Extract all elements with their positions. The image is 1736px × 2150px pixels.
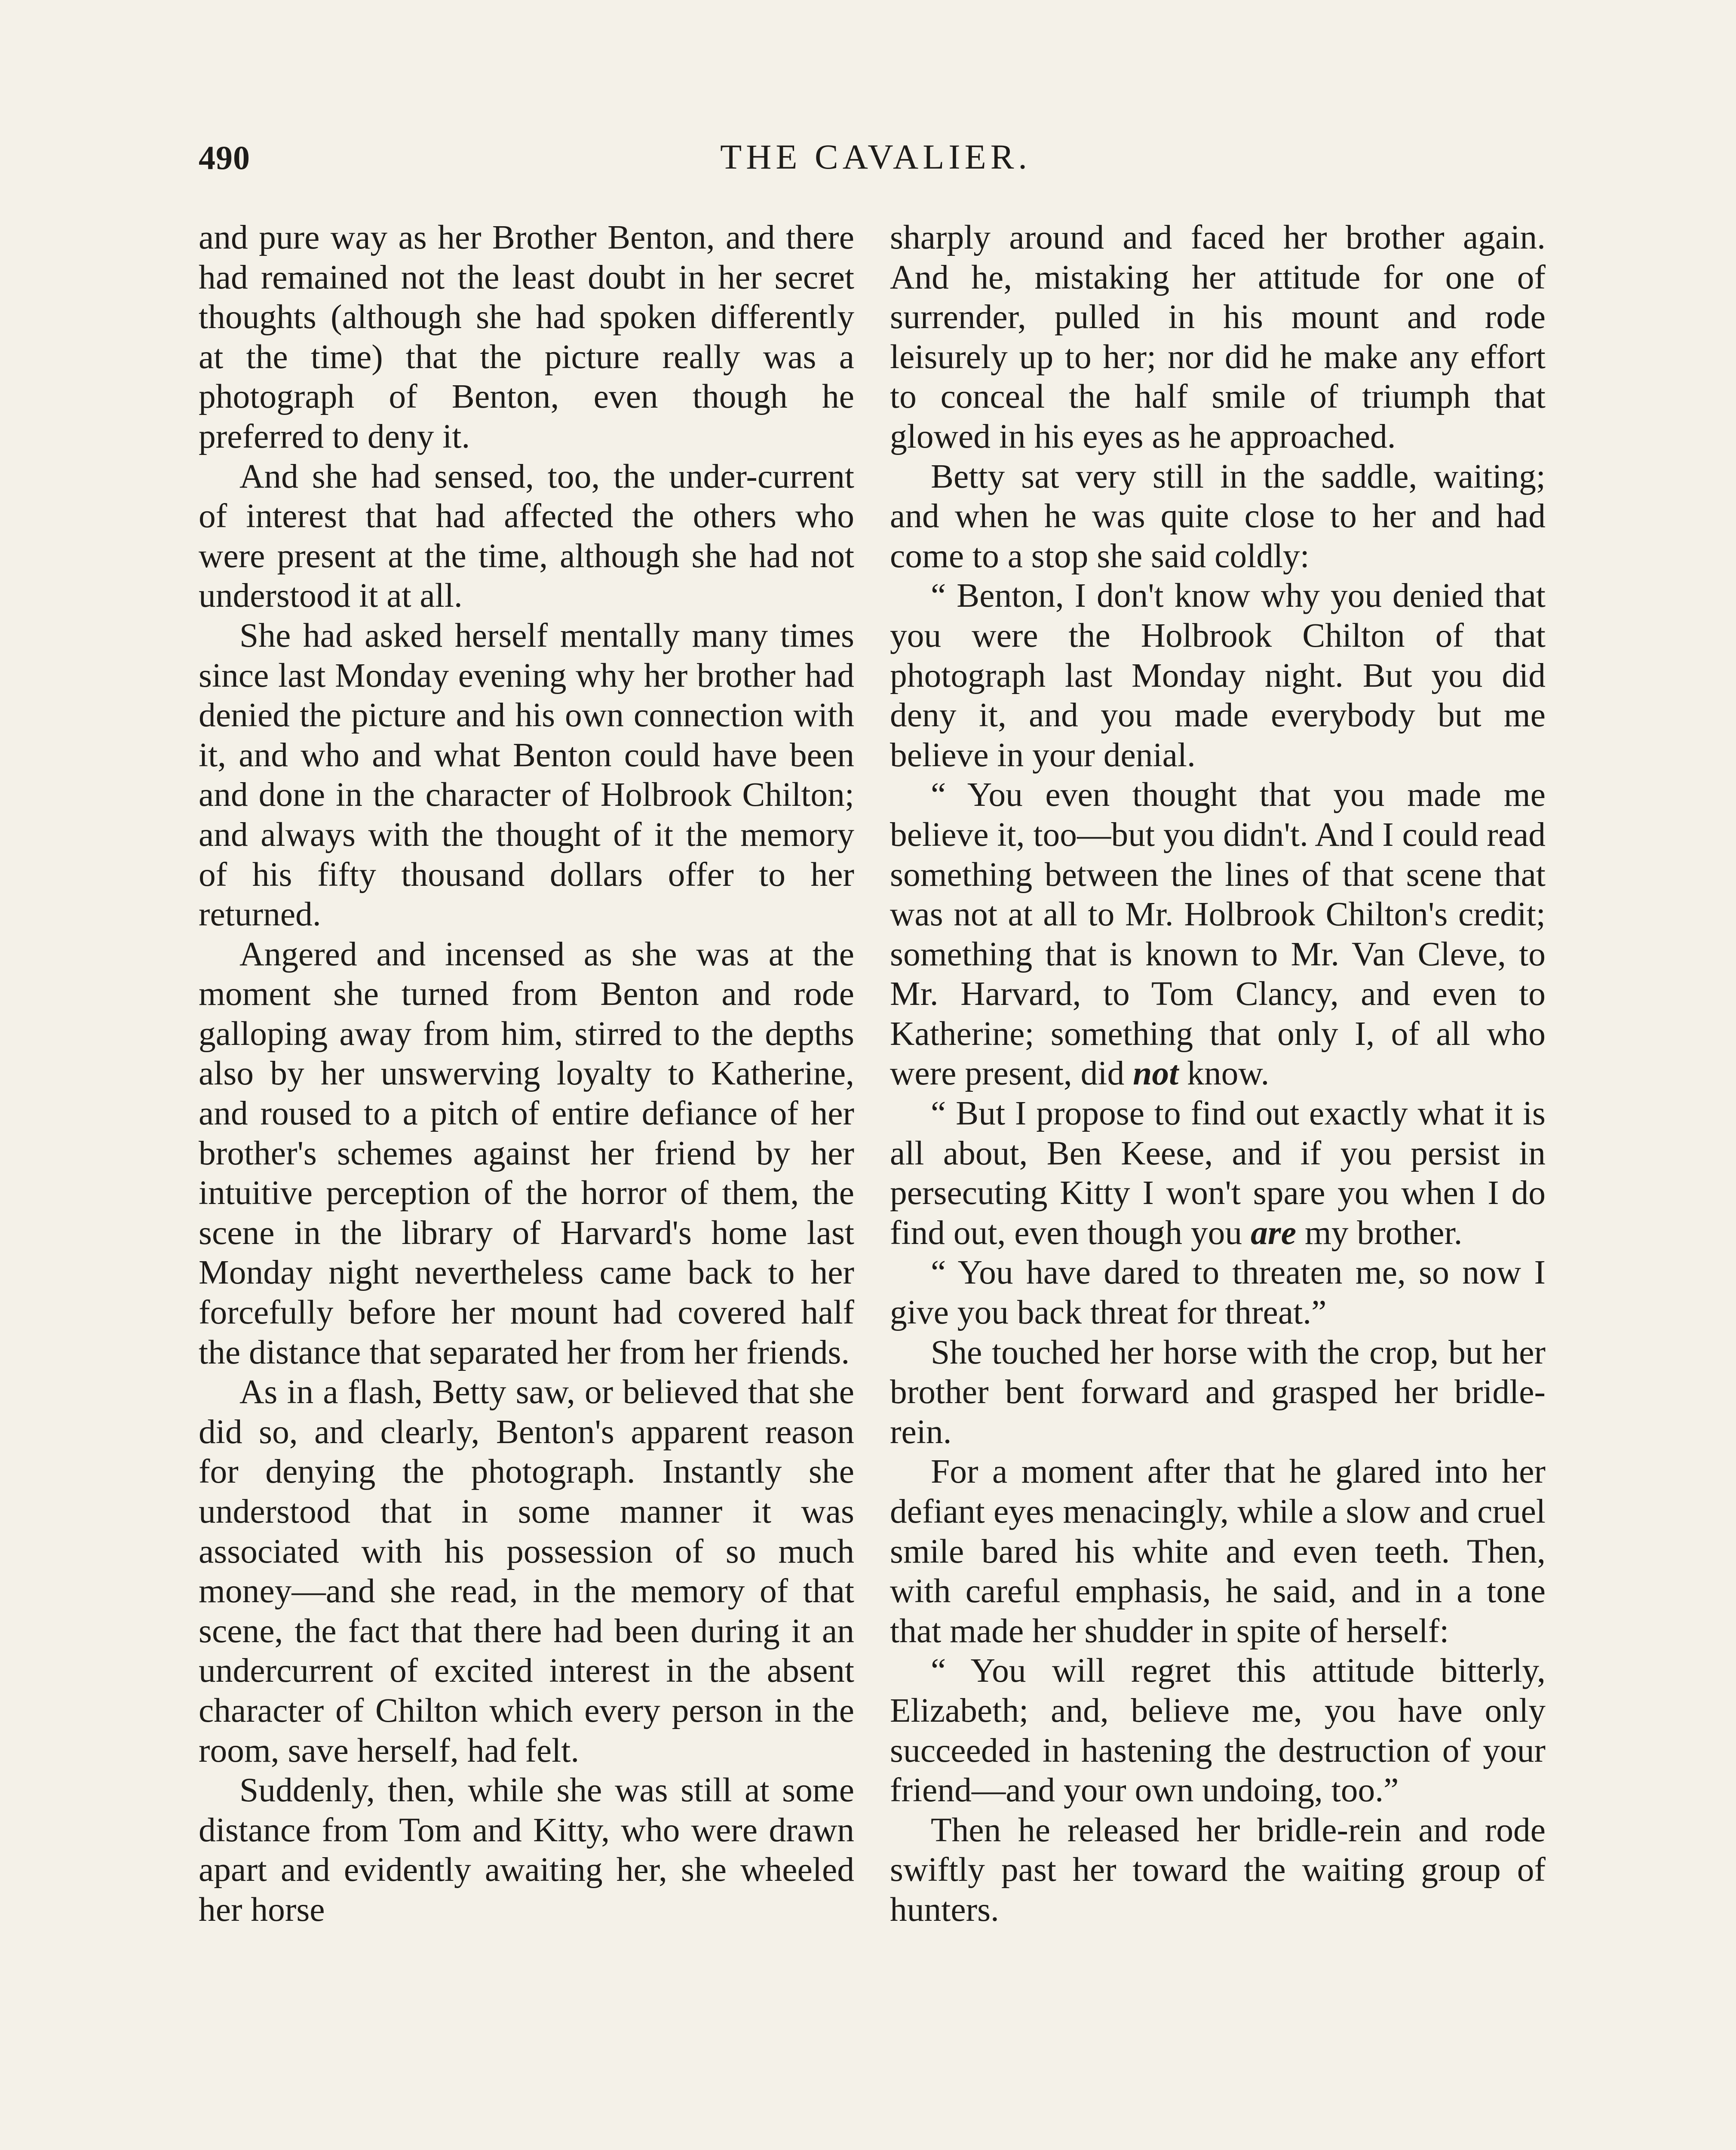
- paragraph: [890, 1093, 1546, 1253]
- page-number: 490: [199, 139, 250, 176]
- paragraph: As in a flash, Betty saw, or believed that she did so, and clearly, Benton's apparent reason for denying the photograph. Instantly she understood that in some manner it was associated with his possession of so much money—and she read, in the memory of that scene, the fact that there had been during it an undercurrent of excited interest in the absent character of Chilton which every person in the room, save herself, had felt.: [199, 1373, 854, 1769]
- paragraph-text: “ But I propose to find out exactly what it is all about, Ben Keese, and if you persist in persecuting Kitty I won't spare you when I do find out, even though you: [890, 1094, 1546, 1252]
- right-column: [890, 218, 1546, 1930]
- paragraph: For a moment after that he glared into her defiant eyes menacingly, while a slow and cruel smile bared his white and even teeth. Then, with careful emphasis, he said, and in a tone that made her shudder in spite of herself:: [890, 1453, 1546, 1650]
- paragraph: Betty sat very still in the saddle, waiting; and when he was quite close to her and had come to a stop she said coldly:: [890, 457, 1546, 575]
- paragraph-text: my brother.: [1304, 1213, 1463, 1252]
- paragraph: “ Benton, I don't know why you denied that you were the Holbrook Chilton of that photograph last Monday night. But you did deny it, and you made everybody but me believe in your denial.: [890, 577, 1546, 774]
- paragraph: sharply around and faced her brother again. And he, mistaking her attitude for one of surrender, pulled in his mount and rode leisurely up to her; nor did he make any effort to conceal the half smile of triumph that glowed in his eyes as he approached.: [890, 218, 1546, 455]
- paragraph: She touched her horse with the crop, but her brother bent forward and grasped her bridle-rein.: [890, 1333, 1546, 1451]
- paragraph: She had asked herself mentally many times since last Monday evening why her brother had denied the picture and his own connection with it, and who and what Benton could have been and done in the character of Holbrook Chilton; and always with the thought of it the memory of his fifty thousand dollars offer to her returned.: [199, 616, 854, 934]
- page-header: [199, 129, 1553, 198]
- paragraph: “ You will regret this attitude bitterly, Elizabeth; and, believe me, you have only succeeded in hastening the destruction of your friend—and your own undoing, too.”: [890, 1652, 1546, 1809]
- left-column: [199, 218, 854, 1930]
- paragraph: Then he released her bridle-rein and rode swiftly past her toward the waiting group of hunters.: [890, 1811, 1546, 1929]
- paragraph: [890, 775, 1546, 1093]
- paragraph: And she had sensed, too, the under-current of interest that had affected the others who were present at the time, although she had not understood it at all.: [199, 457, 854, 615]
- paragraph: and pure way as her Brother Benton, and there had remained not the least doubt in her secret thoughts (although she had spoken differently at the time) that the picture really was a photograph of Benton, even though he preferred to deny it.: [199, 218, 854, 455]
- paragraph: Suddenly, then, while she was still at some distance from Tom and Kitty, who were drawn apart and evidently awaiting her, she wheeled her horse: [199, 1771, 854, 1929]
- paragraph: Angered and incensed as she was at the moment she turned from Benton and rode galloping away from him, stirred to the depths also by her unswerving loyalty to Katherine, and roused to a pitch of entire defiance of her brother's schemes against her friend by her intuitive perception of the horror of them, the scene in the library of Harvard's home last Monday night nevertheless came back to her forcefully before her mount had covered half the distance that separated her from her friends.: [199, 935, 854, 1371]
- emphasis-text: are: [1251, 1213, 1297, 1252]
- paragraph: “ You have dared to threaten me, so now I give you back threat for threat.”: [890, 1253, 1546, 1332]
- emphasis-text: not: [1133, 1054, 1179, 1093]
- paragraph-text: know.: [1187, 1054, 1270, 1093]
- running-head: THE CAVALIER.: [720, 137, 1031, 176]
- paragraph-text: “ You even thought that you made me believe it, too—but you didn't. And I could read something between the lines of that scene that was not at all to Mr. Holbrook Chilton's credit; something that is known to Mr. Van Cleve, to Mr. Harvard, to Tom Clancy, and even to Katherine; something that only I, of all who were present, did: [890, 776, 1546, 1093]
